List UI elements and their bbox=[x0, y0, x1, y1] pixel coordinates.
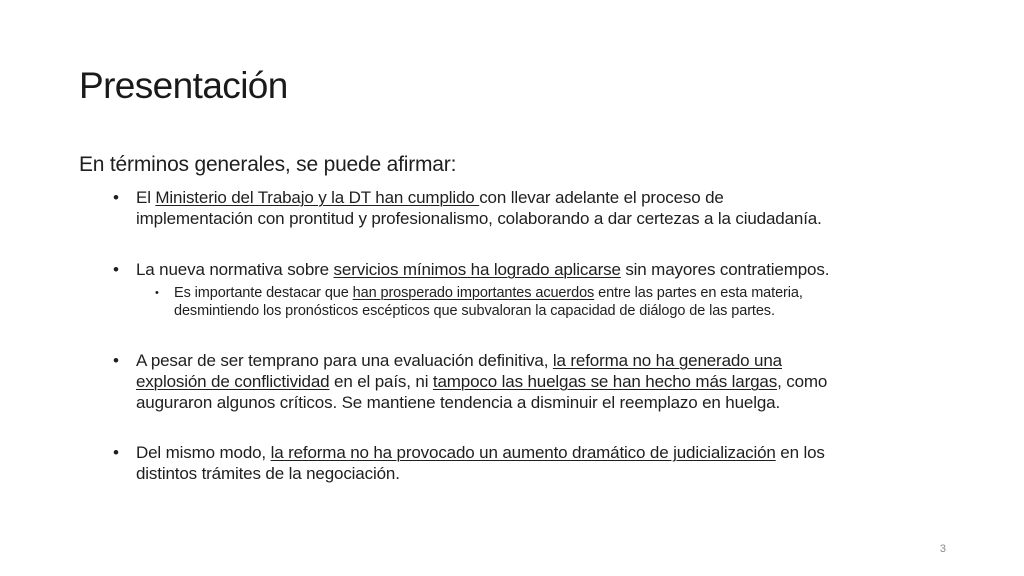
sub-bullet-1 bbox=[155, 284, 803, 320]
text-segment: A pesar de ser temprano para una evaluación definitiva, bbox=[136, 351, 553, 370]
text-segment: Del mismo modo, bbox=[136, 443, 271, 462]
bullet-1 bbox=[113, 187, 822, 229]
text-segment: entre las partes en esta materia, bbox=[594, 285, 803, 301]
bullet-3-line-1 bbox=[136, 350, 827, 371]
bullet-dot: • bbox=[113, 188, 119, 207]
text-segment: con llevar adelante el proceso de bbox=[479, 188, 724, 207]
text-segment: sin mayores contratiempos. bbox=[620, 260, 830, 279]
underlined-text: la reforma no ha provocado un aumento dramático de judicialización bbox=[270, 443, 776, 462]
text-segment: en el país, ni bbox=[329, 372, 433, 391]
bullet-4-line-1 bbox=[136, 442, 825, 463]
bullet-2 bbox=[113, 259, 830, 280]
slide-title: Presentación bbox=[79, 65, 288, 106]
sub-bullet-dot: • bbox=[155, 287, 159, 299]
bullet-dot: • bbox=[113, 351, 119, 370]
sub-bullet-1-line-1 bbox=[174, 284, 803, 302]
text-segment: en los bbox=[775, 443, 825, 462]
text-segment: desmintiendo los pronósticos escépticos que subvaloran la capacidad de diálogo de las partes. bbox=[174, 303, 775, 319]
bullet-4 bbox=[113, 442, 825, 484]
text-segment: Es importante destacar que bbox=[174, 285, 353, 301]
text-segment: implementación con prontitud y profesionalismo, colaborando a dar certezas a la ciudadanía. bbox=[136, 209, 822, 228]
bullet-3-line-3 bbox=[136, 392, 827, 413]
text-segment: El bbox=[136, 188, 156, 207]
bullet-1-line-1 bbox=[136, 187, 822, 208]
bullet-4-line-2 bbox=[136, 463, 825, 484]
underlined-text: servicios mínimos ha logrado aplicarse bbox=[333, 260, 621, 279]
underlined-text: han prosperado importantes acuerdos bbox=[352, 285, 595, 301]
underlined-text: Ministerio del Trabajo y la DT han cumplido bbox=[155, 188, 480, 207]
sub-bullet-1-line-2 bbox=[174, 302, 803, 320]
bullet-3-line-2 bbox=[136, 371, 827, 392]
underlined-text: explosión de conflictividad bbox=[136, 372, 330, 391]
underlined-text: tampoco las huelgas se han hecho más largas bbox=[432, 372, 778, 391]
lead-text: En términos generales, se puede afirmar: bbox=[79, 153, 457, 176]
bullet-1-line-2 bbox=[136, 208, 822, 229]
bullet-dot: • bbox=[113, 260, 119, 279]
text-segment: La nueva normativa sobre bbox=[136, 260, 334, 279]
text-segment: , como bbox=[777, 372, 828, 391]
text-segment: distintos trámites de la negociación. bbox=[136, 464, 400, 483]
bullet-3 bbox=[113, 350, 828, 413]
bullet-2-line-1 bbox=[136, 259, 829, 280]
text-segment: auguraron algunos críticos. Se mantiene tendencia a disminuir el reemplazo en huelga. bbox=[136, 393, 781, 412]
bullet-dot: • bbox=[113, 443, 119, 462]
page-number: 3 bbox=[939, 543, 946, 555]
underlined-text: la reforma no ha generado una bbox=[552, 351, 782, 370]
